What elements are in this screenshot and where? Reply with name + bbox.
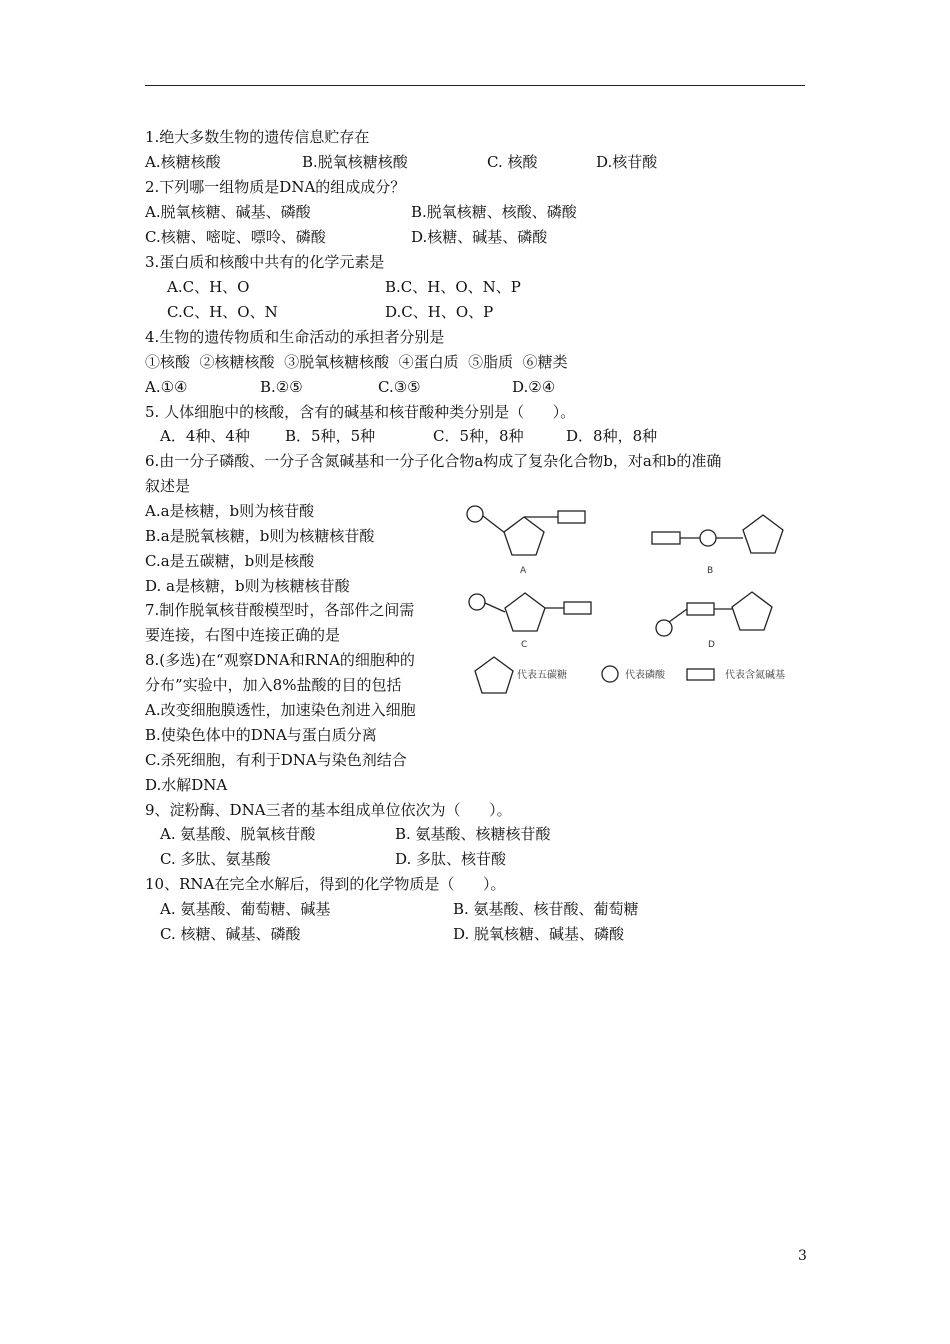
- legend-circle: [602, 666, 618, 682]
- q4-items: ①核酸 ②核糖核酸 ③脱氧核糖核酸 ④蛋白质 ⑤脂质 ⑥糖类: [145, 353, 568, 371]
- q5-option-b: B．5种，5种: [285, 427, 376, 445]
- q2-option-b: B.脱氧核糖、核酸、磷酸: [411, 203, 577, 221]
- q1-option-a: A.核糖核酸: [145, 153, 221, 171]
- phosphate-circle: [656, 620, 672, 636]
- q8-option-d: D.水解DNA: [145, 776, 228, 794]
- q1-option-d: D.核苷酸: [596, 153, 658, 171]
- pentose-pentagon: [743, 515, 783, 553]
- q4-option-c: C.③⑤: [378, 378, 421, 396]
- q9-option-b: B. 氨基酸、核糖核苷酸: [395, 825, 551, 843]
- q1-stem: 1.绝大多数生物的遗传信息贮存在: [145, 128, 370, 146]
- q6-stem: 6.由一分子磷酸、一分子含氮碱基和一分子化合物a构成了复杂化合物b，对a和b的准确: [145, 452, 722, 470]
- q9-stem: 9、淀粉酶、DNA三者的基本组成单位依次为（ ）。: [145, 801, 512, 819]
- legend-rectangle: [687, 669, 714, 680]
- q4-option-a: A.①④: [145, 378, 188, 396]
- q7-stem: 7.制作脱氧核苷酸模型时，各部件之间需: [145, 601, 415, 619]
- pentose-pentagon: [505, 593, 545, 631]
- phosphate-circle: [469, 594, 485, 610]
- label-b: B: [707, 566, 714, 576]
- phosphate-circle: [467, 506, 483, 522]
- q10-option-b: B. 氨基酸、核苷酸、葡萄糖: [453, 900, 639, 918]
- connector-line: [485, 603, 505, 612]
- q8-stem-cont: 分布”实验中，加入8%盐酸的目的包括: [145, 676, 402, 694]
- q4-stem: 4.生物的遗传物质和生命活动的承担者分别是: [145, 328, 445, 346]
- connector-line: [483, 516, 505, 533]
- q2-option-d: D.核糖、碱基、磷酸: [411, 228, 548, 246]
- model-c: [469, 593, 591, 631]
- legend-phosphate-text: 代表磷酸: [625, 670, 665, 681]
- q6-stem-cont: 叙述是: [145, 477, 191, 495]
- model-b: [652, 515, 783, 553]
- header-rule: [145, 85, 805, 86]
- q5-stem: 5. 人体细胞中的核酸，含有的碱基和核苷酸种类分别是（ ）。: [145, 403, 576, 421]
- q1-option-b: B.脱氧核糖核酸: [302, 153, 408, 171]
- label-a: A: [520, 566, 527, 576]
- base-rectangle: [564, 602, 591, 614]
- q3-option-d: D.C、H、O、P: [385, 303, 494, 321]
- q5-option-a: A．4种、4种: [160, 427, 250, 445]
- legend-pentagon: [475, 657, 513, 693]
- connector-line: [669, 609, 687, 622]
- base-rectangle: [687, 603, 714, 615]
- q5-option-c: C．5种，8种: [433, 427, 524, 445]
- q8-option-c: C.杀死细胞，有利于DNA与染色剂结合: [145, 751, 407, 769]
- q6-option-c: C.a是五碳糖，b则是核酸: [145, 552, 315, 570]
- model-d: [656, 592, 772, 636]
- q6-option-d: D. a是核糖，b则为核糖核苷酸: [145, 577, 350, 595]
- q3-stem: 3.蛋白质和核酸中共有的化学元素是: [145, 253, 385, 271]
- pentose-pentagon: [504, 517, 544, 555]
- q10-option-c: C. 核糖、碱基、磷酸: [160, 925, 301, 943]
- q2-stem: 2.下列哪一组物质是DNA的组成成分？: [145, 178, 406, 196]
- q1-option-c: C. 核酸: [487, 153, 538, 171]
- q8-stem: 8.(多选)在“观察DNA和RNA的细胞种的: [145, 651, 415, 669]
- label-d: D: [708, 640, 715, 650]
- q4-option-d: D.②④: [512, 378, 556, 396]
- page-number: 3: [798, 1248, 807, 1264]
- q5-option-d: D．8种，8种: [566, 427, 658, 445]
- q9-option-a: A. 氨基酸、脱氧核苷酸: [160, 825, 316, 843]
- nucleotide-model-diagram: [455, 495, 800, 705]
- q8-option-a: A.改变细胞膜透性，加速染色剂进入细胞: [145, 701, 416, 719]
- q7-stem-cont: 要连接，右图中连接正确的是: [145, 626, 341, 644]
- phosphate-circle: [700, 530, 716, 546]
- q6-option-b: B.a是脱氧核糖，b则为核糖核苷酸: [145, 527, 375, 545]
- q4-option-b: B.②⑤: [260, 378, 303, 396]
- legend-base-text: 代表含氮碱基: [725, 670, 785, 681]
- label-c: C: [521, 640, 528, 650]
- q3-option-b: B.C、H、O、N、P: [385, 278, 521, 296]
- legend-pentose-text: 代表五碳糖: [517, 670, 567, 681]
- q9-option-d: D. 多肽、核苷酸: [395, 850, 507, 868]
- pentose-pentagon: [732, 592, 772, 630]
- q2-option-a: A.脱氧核糖、碱基、磷酸: [145, 203, 311, 221]
- model-a: [467, 506, 585, 555]
- q3-option-a: A.C、H、O: [167, 278, 250, 296]
- q10-option-a: A. 氨基酸、葡萄糖、碱基: [160, 900, 331, 918]
- base-rectangle: [652, 532, 680, 544]
- legend: [475, 657, 714, 693]
- base-rectangle: [558, 511, 585, 523]
- q2-option-c: C.核糖、嘧啶、嘌呤、磷酸: [145, 228, 326, 246]
- q8-option-b: B.使染色体中的DNA与蛋白质分离: [145, 726, 377, 744]
- q10-stem: 10、RNA在完全水解后，得到的化学物质是（ ）。: [145, 875, 506, 893]
- q9-option-c: C. 多肽、氨基酸: [160, 850, 271, 868]
- q6-option-a: A.a是核糖，b则为核苷酸: [145, 502, 315, 520]
- q3-option-c: C.C、H、O、N: [167, 303, 278, 321]
- q10-option-d: D. 脱氧核糖、碱基、磷酸: [453, 925, 625, 943]
